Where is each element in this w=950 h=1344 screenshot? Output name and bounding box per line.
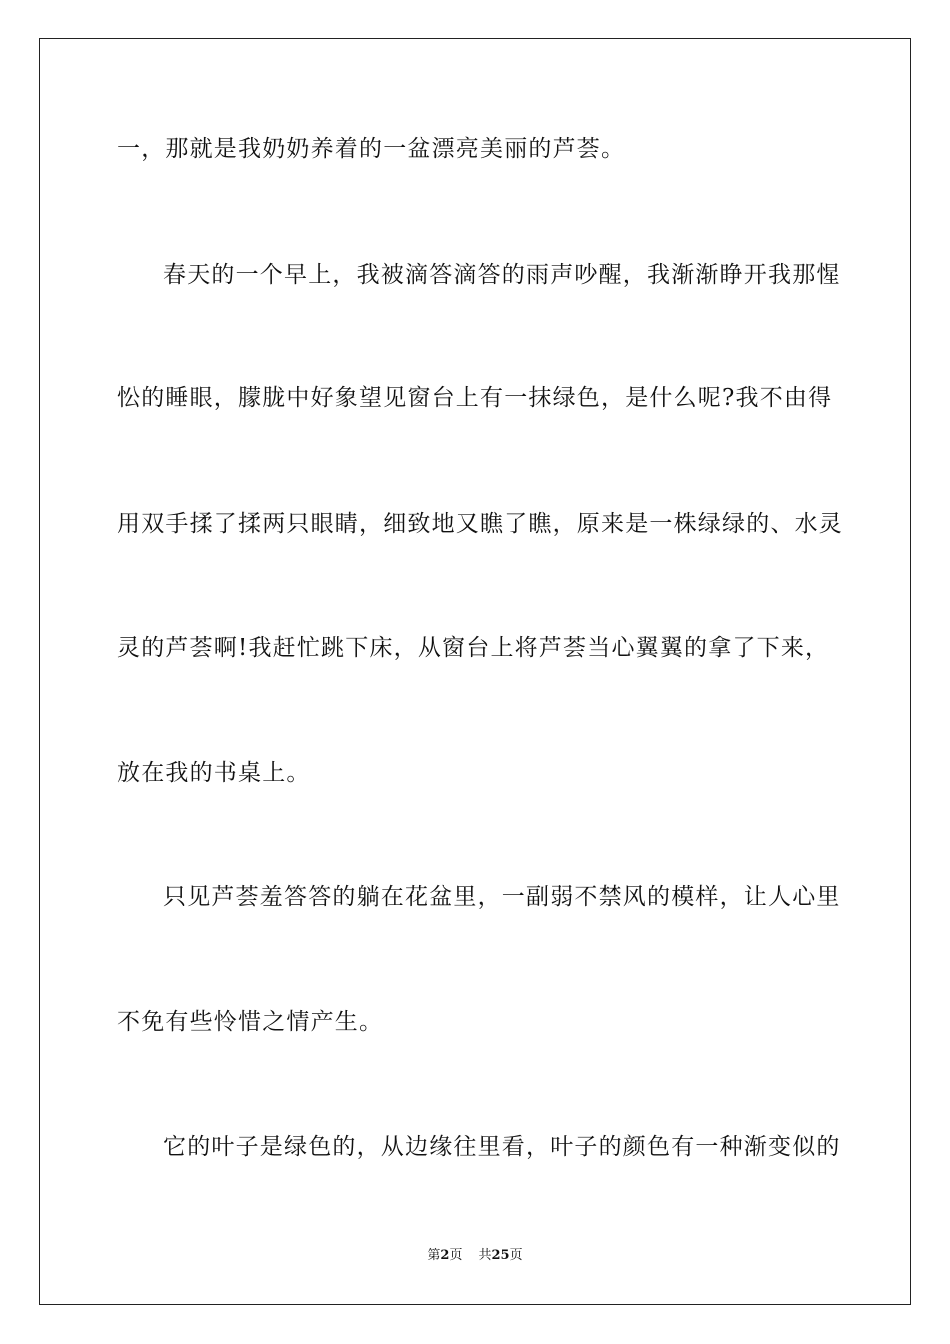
total-pages: 25 (491, 1248, 510, 1263)
page-number: 2 (440, 1248, 450, 1263)
paragraph-line: 放在我的书桌上。 (117, 760, 311, 786)
paragraph-line: 用双手揉了揉两只眼睛，细致地又瞧了瞧，原来是一株绿绿的、水灵 (117, 511, 843, 537)
paragraph-line: 一，那就是我奶奶养着的一盆漂亮美丽的芦荟。 (117, 136, 626, 162)
paragraph-line: 忪的睡眼，朦胧中好象望见窗台上有一抹绿色，是什么呢?我不由得 (117, 385, 833, 411)
paragraph-line: 它的叶子是绿色的，从边缘往里看，叶子的颜色有一种渐变似的 (163, 1134, 841, 1160)
paragraph-line: 春天的一个早上，我被滴答滴答的雨声吵醒，我渐渐睁开我那惺 (163, 262, 841, 288)
total-suffix: 页 (509, 1248, 523, 1263)
paragraph-line: 不免有些怜惜之情产生。 (117, 1009, 384, 1035)
total-prefix: 共 (478, 1248, 492, 1263)
page-suffix: 页 (449, 1248, 463, 1263)
page-border (39, 38, 911, 1305)
paragraph-line: 灵的芦荟啊!我赶忙跳下床，从窗台上将芦荟当心翼翼的拿了下来， (117, 635, 830, 661)
page-footer (0, 1248, 950, 1264)
page-prefix: 第 (427, 1248, 441, 1263)
paragraph-line: 只见芦荟羞答答的躺在花盆里，一副弱不禁风的模样，让人心里 (163, 884, 841, 910)
